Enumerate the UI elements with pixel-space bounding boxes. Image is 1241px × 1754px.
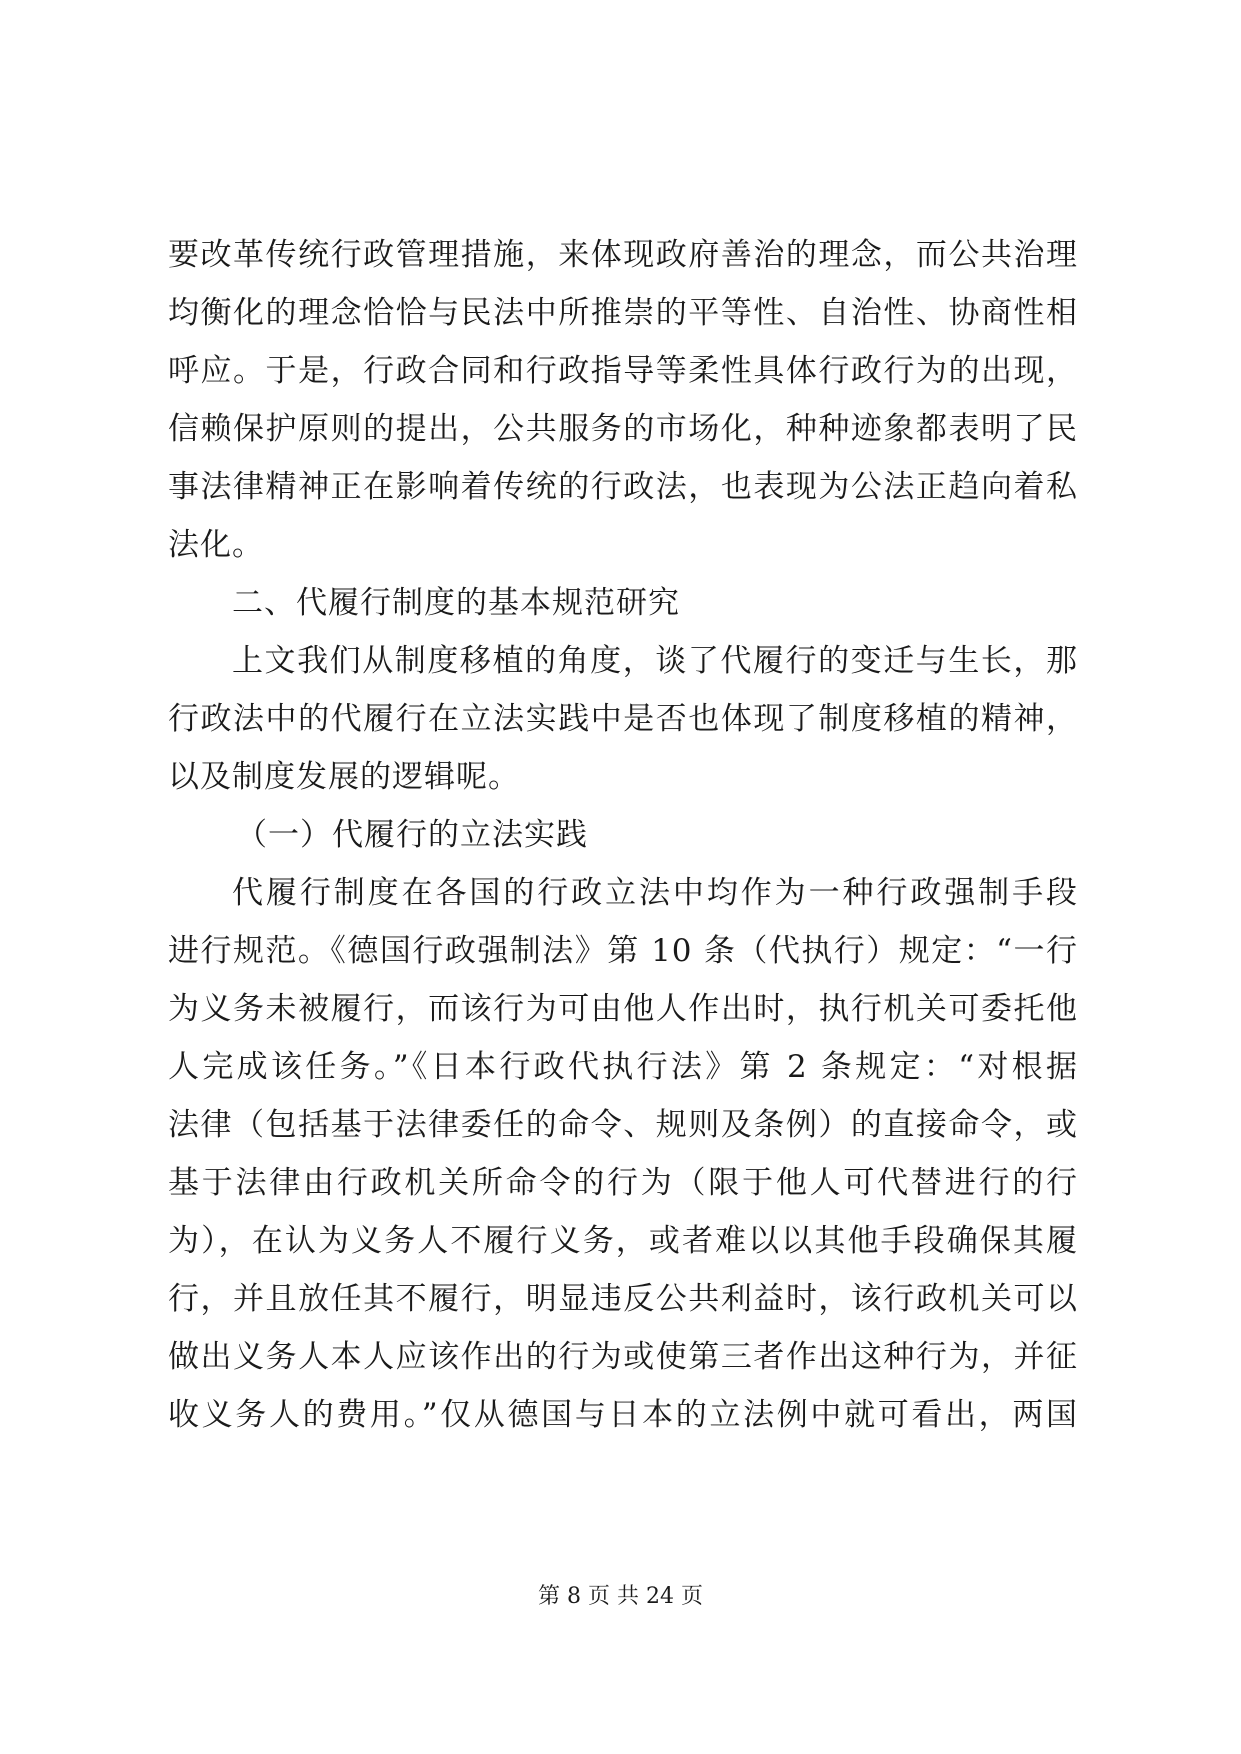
text-line: 法化。 <box>168 527 264 563</box>
text-line: 信赖保护原则的提出，公共服务的市场化，种种迹象都表明了民 <box>168 411 1078 447</box>
document-body <box>168 226 1078 1444</box>
text-line: 进行规范。《德国行政强制法》第 10 条（代执行）规定：“一行 <box>168 933 1078 969</box>
subsection-heading: （一）代履行的立法实践 <box>236 817 588 853</box>
text-line: 法律（包括基于法律委任的命令、规则及条例）的直接命令，或 <box>168 1107 1078 1143</box>
text-line: 行政法中的代履行在立法实践中是否也体现了制度移植的精神， <box>168 701 1078 737</box>
text-line: 上文我们从制度移植的角度，谈了代履行的变迁与生长，那 <box>232 643 1078 679</box>
text-line: 为），在认为义务人不履行义务，或者难以以其他手段确保其履 <box>168 1223 1078 1259</box>
text-line: 收义务人的费用。”仅从德国与日本的立法例中就可看出，两国 <box>168 1397 1078 1433</box>
text-line: 要改革传统行政管理措施，来体现政府善治的理念，而公共治理 <box>168 237 1078 273</box>
text-line: 为义务未被履行，而该行为可由他人作出时，执行机关可委托他 <box>168 991 1078 1027</box>
page-number-footer: 第 8 页 共 24 页 <box>538 1584 703 1609</box>
paragraph-1 <box>168 226 1078 574</box>
text-line: 事法律精神正在影响着传统的行政法，也表现为公法正趋向着私 <box>168 469 1078 505</box>
text-line: 人完成该任务。”《日本行政代执行法》第 2 条规定：“对根据 <box>168 1049 1078 1085</box>
text-line: 基于法律由行政机关所命令的行为（限于他人可代替进行的行 <box>168 1165 1078 1201</box>
text-line: 行，并且放任其不履行，明显违反公共利益时，该行政机关可以 <box>168 1281 1078 1317</box>
text-line: 呼应。于是，行政合同和行政指导等柔性具体行政行为的出现， <box>168 353 1078 389</box>
paragraph-3 <box>168 864 1078 1444</box>
text-line: 代履行制度在各国的行政立法中均作为一种行政强制手段 <box>232 875 1078 911</box>
paragraph-2 <box>168 632 1078 806</box>
text-line: 均衡化的理念恰恰与民法中所推崇的平等性、自治性、协商性相 <box>168 295 1078 331</box>
text-line: 以及制度发展的逻辑呢。 <box>168 759 520 795</box>
text-line: 做出义务人本人应该作出的行为或使第三者作出这种行为，并征 <box>168 1339 1078 1375</box>
section-heading: 二、代履行制度的基本规范研究 <box>232 585 680 621</box>
